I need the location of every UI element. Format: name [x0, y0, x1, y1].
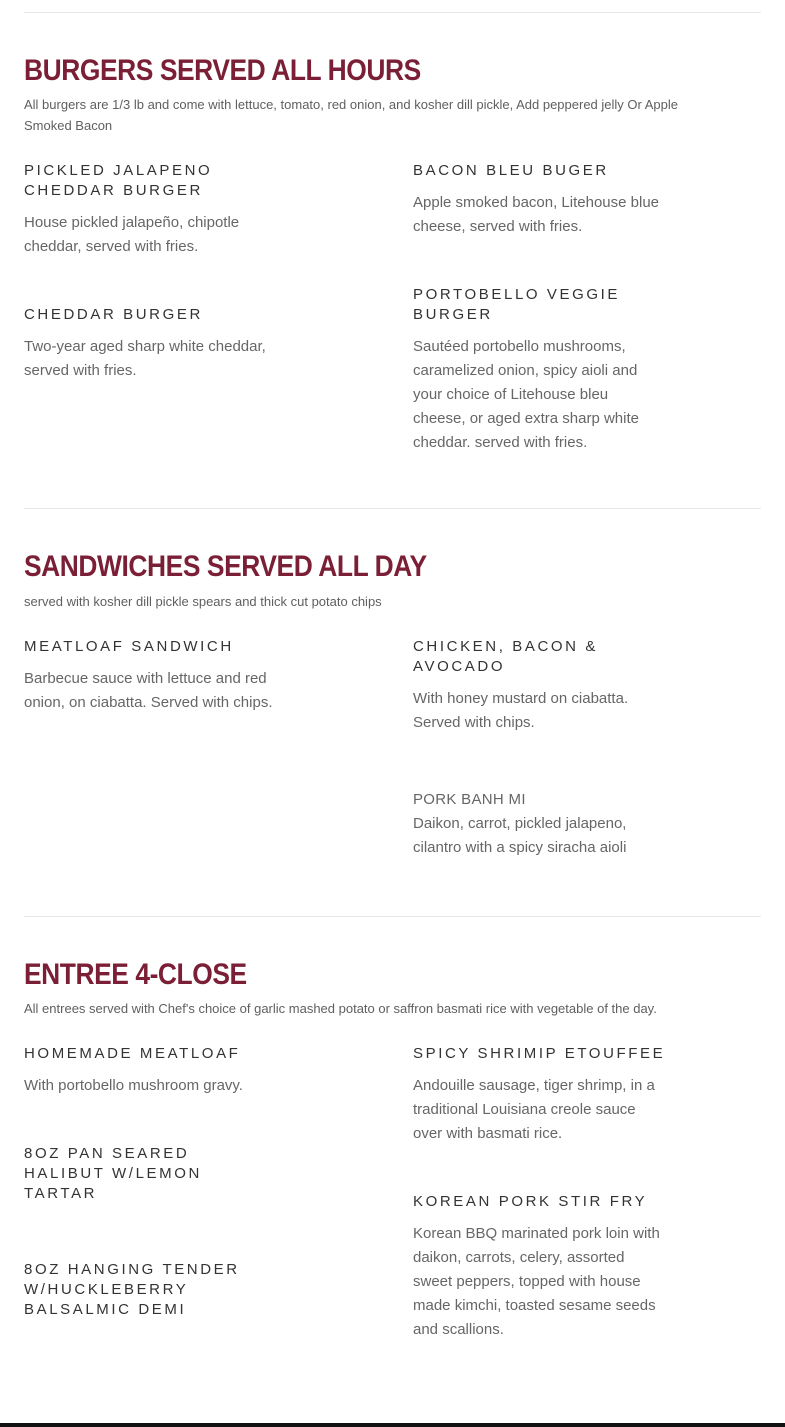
sandwiches-description: served with kosher dill pickle spears and thick cut potato chips: [24, 594, 382, 609]
item-name: SPICY SHRIMIP ETOUFFEE: [413, 1045, 666, 1062]
burgers-description: All burgers are 1/3 lb and come with lettuce, tomato, red onion, and kosher dill pickle, Add peppered jelly Or Apple Smoked Bacon: [24, 97, 678, 133]
section-divider: [24, 508, 761, 509]
item-name: CHICKEN, BACON & AVOCADO: [413, 638, 598, 675]
item-description: With honey mustard on ciabatta. Served with chips.: [413, 690, 629, 731]
sandwiches-title: SANDWICHES SERVED ALL DAY: [24, 550, 427, 583]
item-description: Korean BBQ marinated pork loin with daikon, carrots, celery, assorted sweet peppers, topped with house made kimchi, toasted sesame seeds and scallions.: [413, 1225, 660, 1338]
item-name: MEATLOAF SANDWICH: [24, 638, 234, 655]
item-description: Barbecue sauce with lettuce and red onion, on ciabatta. Served with chips.: [24, 670, 273, 711]
entrees-description: All entrees served with Chef's choice of garlic mashed potato or saffron basmati rice with vegetable of the day.: [24, 1001, 657, 1016]
item-name: BACON BLEU BUGER: [413, 162, 609, 179]
menu-item: [24, 305, 284, 383]
item-description: Daikon, carrot, pickled jalapeno, cilantro with a spicy siracha aioli: [413, 815, 627, 856]
item-description: Andouille sausage, tiger shrimp, in a traditional Louisiana creole sauce over with basmati rice.: [413, 1077, 655, 1142]
item-description: Sautéed portobello mushrooms, caramelized onion, spicy aioli and your choice of Litehouse bleu cheese, or aged extra sharp white cheddar. served with fries.: [413, 338, 639, 451]
menu-item: [24, 1044, 284, 1098]
burgers-title: BURGERS SERVED ALL HOURS: [24, 54, 421, 87]
item-name: PORK BANH MI: [413, 791, 526, 808]
menu-item: [24, 1144, 234, 1204]
item-name: 8OZ PAN SEARED HALIBUT W/LEMON TARTAR: [24, 1145, 202, 1202]
item-name: CHEDDAR BURGER: [24, 306, 203, 323]
menu-item: [413, 637, 653, 735]
item-name: PORTOBELLO VEGGIE BURGER: [413, 286, 621, 323]
section-divider: [24, 916, 761, 917]
item-name: HOMEMADE MEATLOAF: [24, 1045, 241, 1062]
menu-item: [24, 161, 264, 259]
entrees-title: ENTREE 4-CLOSE: [24, 958, 247, 991]
menu-item: [413, 161, 673, 239]
item-name: PICKLED JALAPENO CHEDDAR BURGER: [24, 162, 213, 199]
item-description: Two-year aged sharp white cheddar, served with fries.: [24, 338, 266, 379]
item-description: With portobello mushroom gravy.: [24, 1077, 243, 1094]
menu-item: [413, 1044, 673, 1146]
item-description: House pickled jalapeño, chipotle cheddar, served with fries.: [24, 214, 240, 255]
menu-item: [24, 1260, 254, 1320]
menu-item: [24, 637, 284, 715]
menu-item: [413, 285, 653, 455]
menu-item: [413, 788, 673, 860]
item-name: KOREAN PORK STIR FRY: [413, 1193, 648, 1210]
item-description: Apple smoked bacon, Litehouse blue cheese, served with fries.: [413, 194, 660, 235]
footer-bar: [0, 1423, 785, 1427]
menu-item: [413, 1192, 673, 1342]
section-divider: [24, 12, 761, 13]
item-name: 8OZ HANGING TENDER W/HUCKLEBERRY BALSALMIC DEMI: [24, 1261, 240, 1318]
